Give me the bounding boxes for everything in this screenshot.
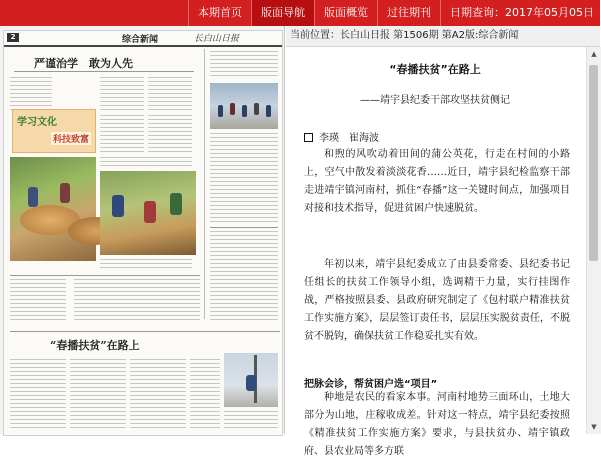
vertical-scrollbar[interactable] (586, 47, 601, 434)
article-reader-pane (286, 26, 600, 457)
page-section: 综合新闻 (122, 35, 159, 45)
badge-text-2: 科技致富 (51, 132, 91, 145)
text-block (70, 359, 126, 431)
news-photo-farmers (100, 171, 196, 255)
text-block (148, 115, 192, 155)
text-block (130, 359, 186, 431)
newspaper-page-image[interactable] (3, 30, 283, 436)
person-figure (242, 105, 247, 117)
article-paragraph: 种地是农民的看家本事。河南村地势三面环山，土地大部分为山地，庄稼收成差。针对这一特点，靖宇县纪委按照《精准扶贫工作实施方案》要求，与县扶贫办、靖宇镇政府、县农业局等多方联 (304, 392, 570, 457)
newspaper-page-pane (0, 26, 285, 434)
text-block (100, 157, 192, 167)
text-block (210, 231, 278, 321)
page-header (4, 31, 282, 47)
news-photo-group (210, 83, 278, 129)
text-block (224, 411, 278, 431)
page-brand: 长白山日报 (194, 34, 240, 44)
article-headline-2[interactable]: “春播扶贫”在路上 (50, 339, 140, 352)
person-figure (254, 103, 259, 115)
article-section-heading: 把脉会诊，帮贫困户选“项目” (304, 379, 438, 390)
text-block (100, 259, 192, 271)
text-block (10, 77, 52, 111)
divider (210, 227, 278, 228)
article-paragraph: 年初以来，靖宇县纪委成立了由县委常委、县纪委书记任组长的扶贫工作领导小组，选调精干力量，实行挂图作战，严格按照县委、县政府研究制定了《包村联户精准扶贫工作实施方案》，层层签订责任书，层层压实脱贫责任，不脱贫不脱钩，确保扶贫工作稳妥扎实有效。 (304, 259, 570, 342)
top-nav-bar (0, 0, 600, 26)
person-figure (266, 105, 271, 117)
text-block (210, 51, 278, 79)
person-figure (230, 103, 235, 115)
person-figure (28, 187, 38, 207)
divider (14, 71, 194, 72)
page-number: 2 (7, 33, 19, 42)
person-figure (144, 201, 156, 223)
divider (10, 331, 280, 332)
text-block (100, 115, 144, 155)
scroll-up-arrow-icon[interactable]: ▲ (591, 50, 597, 58)
text-block (210, 133, 278, 223)
date-query[interactable]: 日期查询：2017年05月05日 (440, 0, 600, 26)
article-author (304, 129, 379, 144)
text-block (190, 359, 220, 431)
article-title: “春播扶贫”在路上 (389, 63, 481, 76)
badge-text-1: 学习文化 (17, 117, 57, 128)
article-content (286, 47, 584, 457)
feature-badge (12, 109, 96, 153)
text-block (100, 77, 144, 111)
nav-home[interactable]: 本期首页 (188, 0, 251, 26)
text-block (74, 279, 200, 323)
article-headline-1[interactable]: 严谨治学 敢为人先 (34, 57, 133, 70)
article-paragraph: 和煦的风吹动着田间的蒲公英花，行走在村间的小路上，空气中散发着淡淡花香……近日，靖宇县纪检监察干部走进靖宇镇河南村，抓住“春播”这一关键时间点，加强项目对接和技术指导，促进贫困户快速脱贫。 (304, 149, 570, 214)
nav-past-issues[interactable]: 过往期刊 (377, 0, 440, 26)
news-photo-harvest (10, 157, 96, 261)
checkbox-icon (304, 133, 313, 142)
text-block (148, 77, 192, 111)
column-divider (204, 49, 205, 319)
person-figure (218, 105, 223, 117)
person-figure (60, 183, 70, 203)
nav-page-overview[interactable]: 版面概览 (314, 0, 377, 26)
scroll-thumb[interactable] (589, 65, 598, 261)
person-figure (112, 195, 124, 217)
current-location-bar (286, 26, 600, 47)
author-name: 李瑛 崔海波 (319, 133, 379, 144)
text-block (10, 359, 66, 431)
text-block (10, 279, 66, 323)
worker-figure (246, 375, 256, 391)
article-subtitle: ——靖宇县纪委干部攻坚扶贫侧记 (360, 95, 510, 106)
scroll-down-arrow-icon[interactable]: ▼ (591, 423, 597, 431)
person-figure (170, 193, 182, 215)
current-location: 当前位置：长白山日报 第1506期 第A2版:综合新闻 (290, 30, 519, 41)
news-photo-utility-worker (224, 353, 278, 407)
divider (10, 275, 200, 276)
nav-page-navigation[interactable]: 版面导航 (251, 0, 314, 26)
